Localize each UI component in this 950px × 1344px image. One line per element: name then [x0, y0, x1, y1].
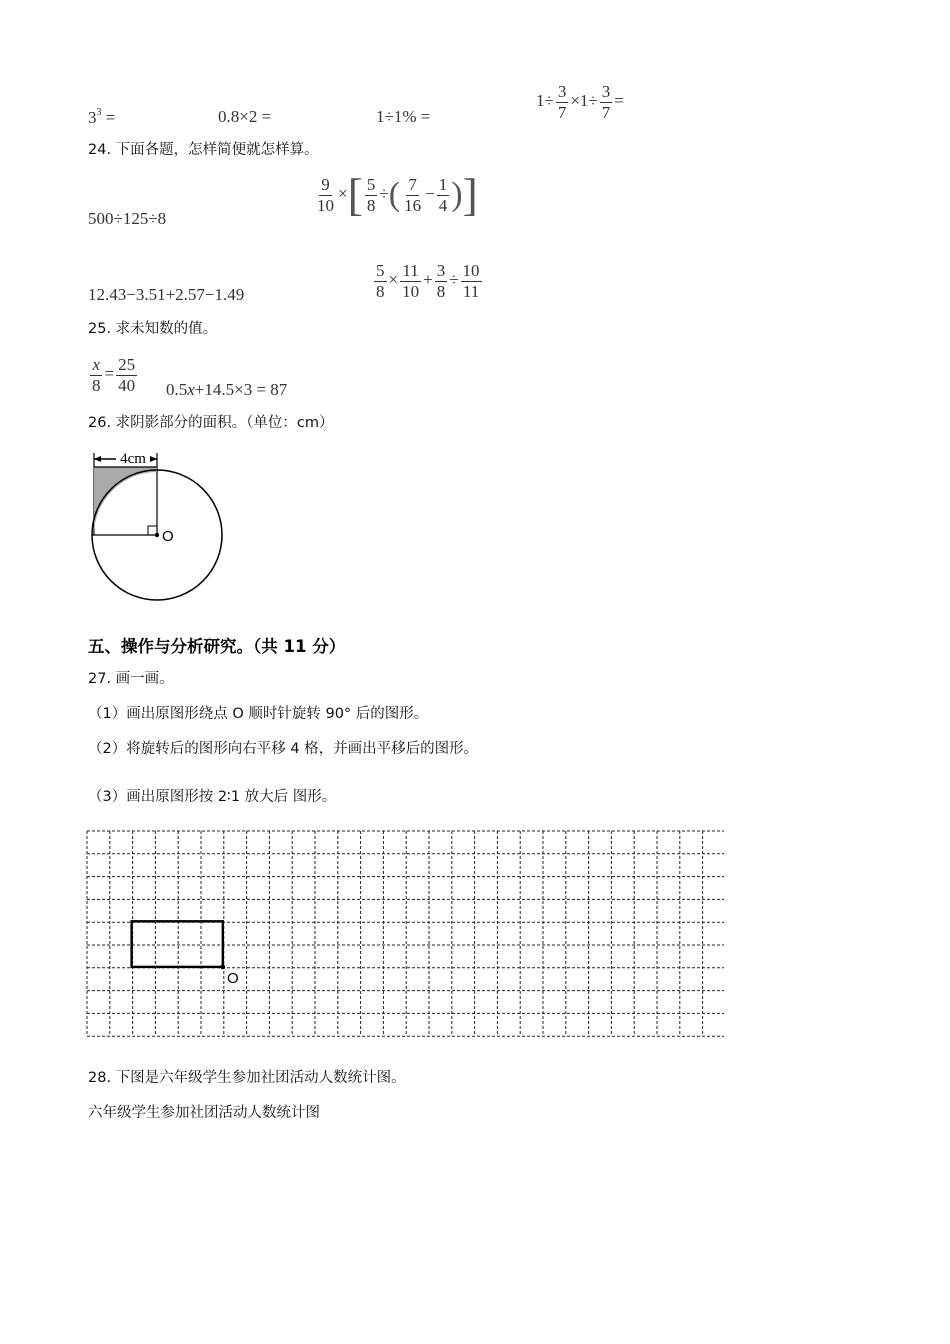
grid-lines	[87, 831, 724, 1036]
q25-heading: 25. 求未知数的值。	[88, 321, 218, 337]
fraction	[461, 261, 482, 301]
denominator: 8	[436, 281, 446, 301]
operator: +	[423, 269, 433, 289]
q24-heading: 24. 下面各题，怎样简便就怎样算。	[88, 142, 319, 158]
numerator: 10	[462, 261, 480, 280]
fraction	[365, 175, 378, 215]
numerator: 1	[438, 174, 448, 194]
operator: =	[104, 363, 115, 383]
fraction	[437, 175, 450, 215]
numerator: x	[92, 355, 101, 374]
q25-eq1	[88, 355, 139, 395]
circle-shading-figure	[80, 445, 240, 610]
operator: ×	[388, 269, 399, 289]
q25-eq2	[166, 381, 287, 398]
expr-power-exponent: 3	[96, 107, 102, 118]
operator: ×	[338, 183, 348, 203]
fraction	[402, 175, 423, 215]
operator: ÷	[449, 269, 459, 289]
fraction	[374, 261, 387, 301]
denominator: 8	[376, 281, 385, 301]
denominator: 16	[404, 195, 422, 215]
section-title: 五、操作与分析研究。（共 11 分）	[88, 637, 346, 656]
denominator: 7	[601, 102, 611, 122]
expr-part: 1÷	[536, 90, 554, 110]
paren: (	[388, 176, 401, 213]
center-point	[155, 533, 159, 537]
q27-step1: （1）画出原图形绕点 O 顺时针旋转 90° 后的图形。	[88, 706, 429, 722]
arrow-left-icon	[94, 456, 101, 462]
expr-part: =	[614, 90, 624, 110]
expr-fraction-chain	[536, 82, 624, 122]
q24-expr2	[313, 169, 478, 220]
q24-expr3: 12.43−3.51+2.57−1.49	[88, 285, 245, 304]
denominator: 7	[557, 102, 567, 122]
expr-power-base: 3	[88, 108, 97, 127]
fraction	[315, 175, 336, 215]
expr-power	[88, 108, 115, 126]
grid-point-label: O	[227, 970, 239, 987]
operator: −	[425, 183, 435, 203]
drawing-grid	[86, 830, 724, 1040]
expr-power-equals: =	[105, 108, 116, 127]
arrow-right-icon	[150, 456, 157, 462]
fraction	[400, 261, 421, 301]
fraction	[90, 355, 103, 395]
q27-step2: （2）将旋转后的图形向右平移 4 格，并画出平移后的图形。	[88, 741, 479, 757]
denominator: 8	[92, 375, 101, 395]
numerator: 3	[557, 82, 567, 101]
q28-heading: 28. 下图是六年级学生参加社团活动人数统计图。	[88, 1070, 406, 1086]
expr-part: ×1÷	[570, 90, 598, 110]
fraction	[556, 82, 569, 122]
operator: ÷	[379, 183, 389, 203]
denominator: 10	[402, 281, 420, 301]
denominator: 11	[462, 281, 480, 301]
paren: )	[451, 176, 463, 213]
denominator: 4	[438, 195, 448, 215]
numerator: 5	[376, 261, 385, 280]
expr-percent: 1÷1% =	[376, 107, 431, 126]
q24-expr4	[372, 261, 484, 301]
denominator: 8	[366, 195, 376, 215]
expr-part: +14.5×3 = 87	[194, 380, 288, 399]
expr-multiply: 0.8×2 =	[218, 107, 272, 126]
fraction	[600, 82, 613, 122]
chart-caption: 六年级学生参加社团活动人数统计图	[88, 1105, 320, 1121]
fraction	[435, 261, 448, 301]
q27-step3: （3）画出原图形按 2∶1 放大后 图形。	[88, 789, 337, 805]
fraction	[116, 355, 137, 395]
numerator: 3	[601, 82, 611, 101]
numerator: 5	[366, 174, 376, 194]
center-label: O	[162, 528, 174, 545]
numerator: 25	[118, 355, 136, 374]
numerator: 11	[402, 261, 419, 280]
bracket: [	[347, 169, 363, 220]
numerator: 3	[436, 261, 446, 280]
dimension-label: 4cm	[120, 451, 146, 467]
q26-heading: 26. 求阴影部分的面积。（单位：cm）	[88, 415, 334, 431]
q27-heading: 27. 画一画。	[88, 671, 174, 687]
q24-expr1: 500÷125÷8	[88, 209, 167, 228]
grid-point-o	[220, 965, 225, 970]
denominator: 40	[118, 375, 136, 395]
expr-part: 0.5	[166, 380, 188, 399]
denominator: 10	[317, 195, 334, 215]
original-rectangle	[132, 921, 223, 967]
numerator: 7	[408, 174, 417, 194]
variable: x	[187, 380, 195, 399]
shaded-region	[94, 467, 157, 535]
bracket: ]	[462, 169, 478, 220]
numerator: 9	[321, 174, 330, 194]
